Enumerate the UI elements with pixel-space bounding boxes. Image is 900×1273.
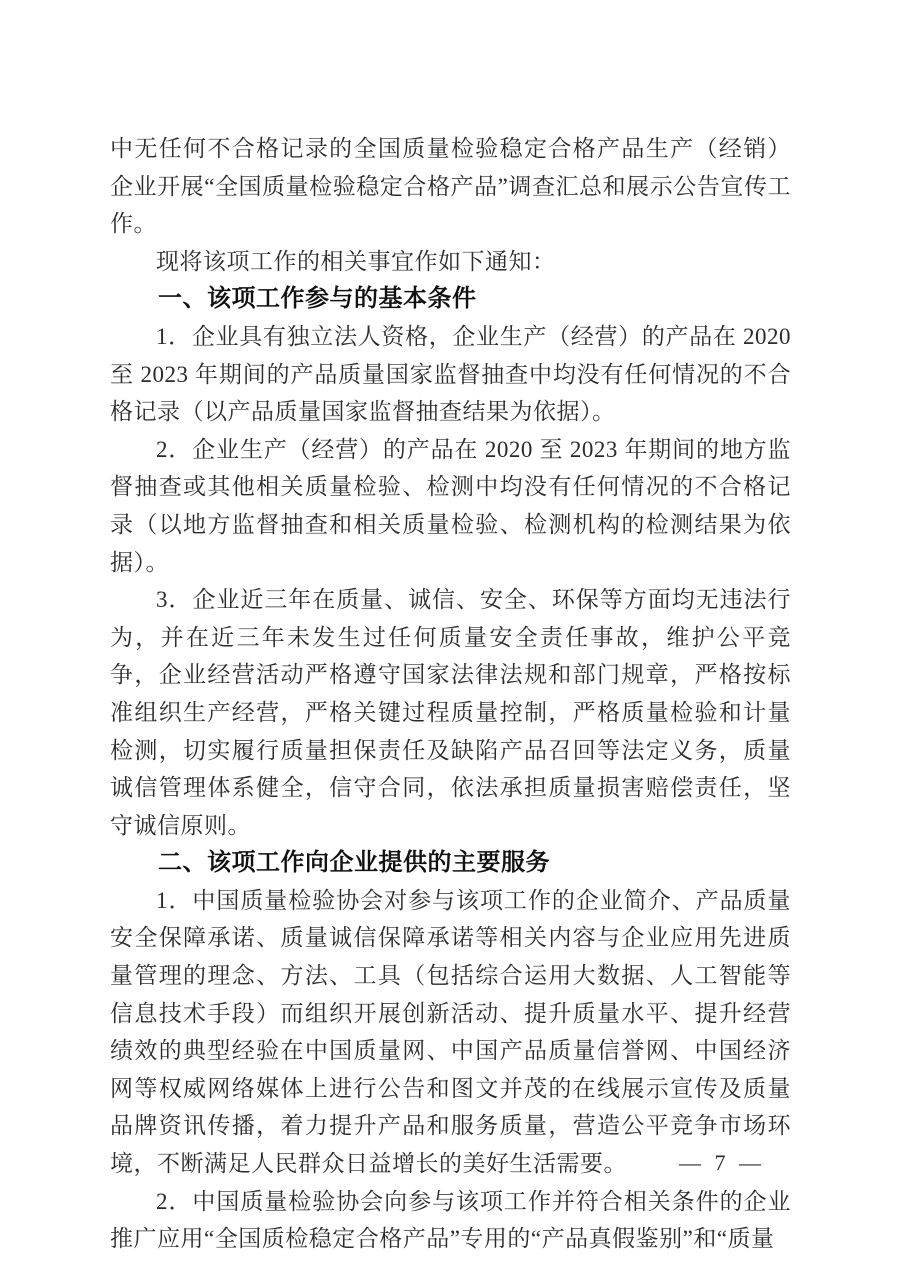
page-number: — 7 — — [679, 1150, 765, 1175]
section1-item-1: 1．企业具有独立法人资格，企业生产（经营）的产品在 2020 至 2023 年期间的产品质量国家监督抽查中均没有任何情况的不合格记录（以产品质量国家监督抽查结果为依据）。 — [110, 323, 791, 425]
paragraph-intro-continuation: 中无任何不合格记录的全国质量检验稳定合格产品生产（经销）企业开展“全国质量检验稳定合格产品”调查汇总和展示公告宣传工作。 — [110, 136, 791, 237]
section2-item-1: 1．中国质量检验协会对参与该项工作的企业简介、产品质量安全保障承诺、质量诚信保障承诺等相关内容与企业应用先进质量管理的理念、方法、工具（包括综合运用大数据、人工智能等信息技术手段）而组织开展创新活动、提升质量水平、提升经营绩效的典型经验在中国质量网、中国产品质量信誉网、中国经济网等权威网络媒体上进行公告和图文并茂的在线展示宣传及质量品牌资讯传播，着力提升产品和服务质量，营造公平竞争市场环境，不断满足人民群众日益增长的美好生活需要。 — [110, 887, 791, 1177]
section2-item-2-truncated: 2．中国质量检验协会向参与该项工作并符合相关条件的企业推广应用“全国质检稳定合格产品”专用的“产品真假鉴别”和“质量 — [110, 1188, 791, 1252]
paragraph-notice-lead: 现将该项工作的相关事宜作如下通知： — [156, 248, 556, 274]
section1-item-2: 2．企业生产（经营）的产品在 2020 至 2023 年期间的地方监督抽查或其他相关质量检验、检测中均没有任何情况的不合格记录（以地方监督抽查和相关质量检验、检测机构的检测结果为依据）。 — [110, 436, 791, 575]
section-heading-1: 一、该项工作参与的基本条件 — [158, 285, 477, 313]
section-heading-2: 二、该项工作向企业提供的主要服务 — [158, 849, 550, 877]
document-body — [110, 130, 791, 1258]
section1-item-3: 3．企业近三年在质量、诚信、安全、环保等方面均无违法行为，并在近三年未发生过任何质量安全责任事故，维护公平竞争，企业经营活动严格遵守国家法律法规和部门规章，严格按标准组织生产经营，严格关键过程质量控制，严格质量检验和计量检测，切实履行质量担保责任及缺陷产品召回等法定义务，质量诚信管理体系健全，信守合同，依法承担质量损害赔偿责任，坚守诚信原则。 — [110, 587, 791, 838]
